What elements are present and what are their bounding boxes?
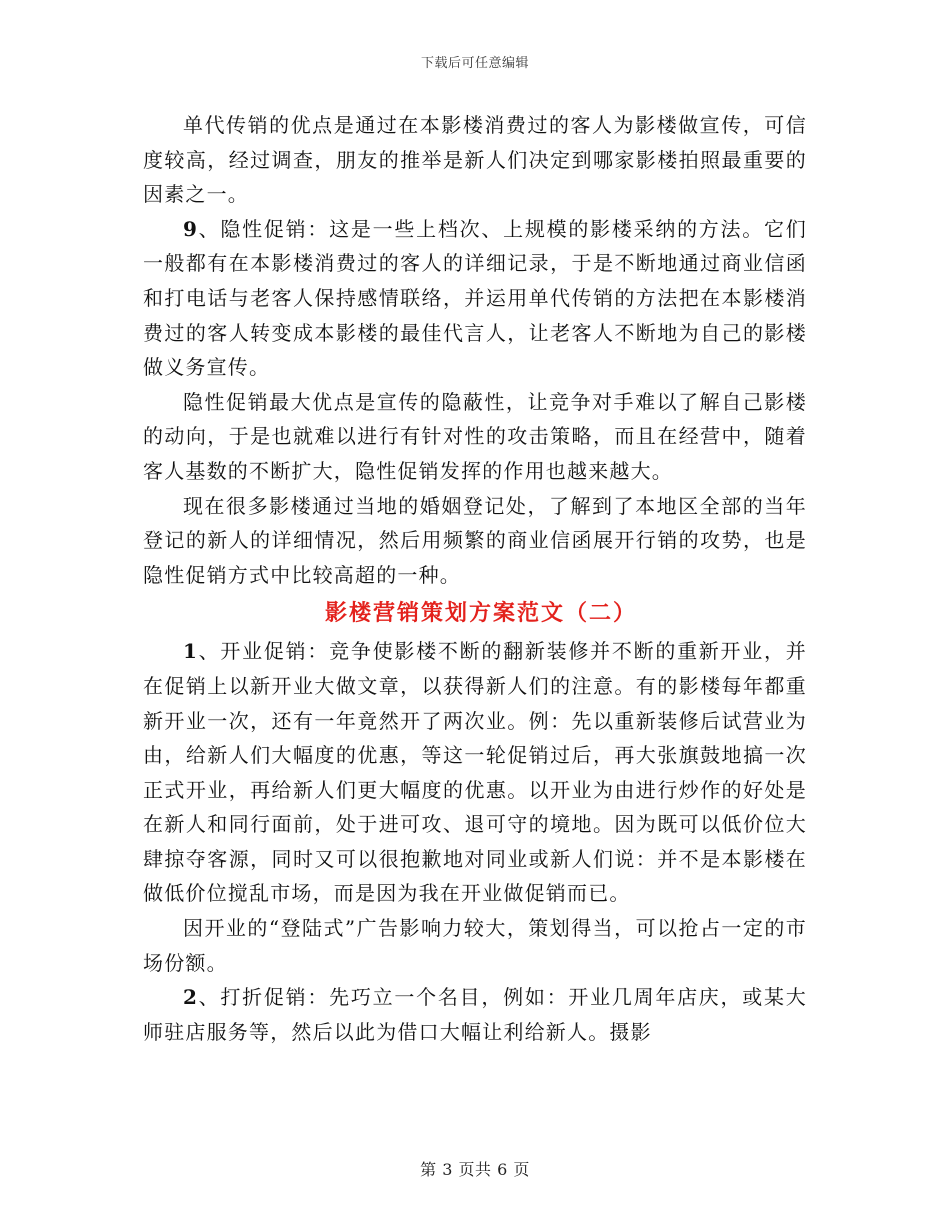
section-title: 影楼营销策划方案范文（二）: [324, 600, 637, 627]
paragraph-discount-promotion: [143, 980, 807, 1049]
paragraph-marriage-registry: 现在很多影楼通过当地的婚姻登记处，了解到了本地区全部的当年登记的新人的详细情况，然后用频繁的商业信函展开行销的攻势，也是隐性促销方式中比较高超的一种。: [143, 493, 807, 587]
paragraph-text: 、开业促销：竞争使影楼不断的翻新装修并不断的重新开业，并在促销上以新开业大做文章，以获得新人们的注意。有的影楼每年都重新开业一次，还有一年竟然开了两次业。例：先以重新装修后试营业为由，给新人们大幅度的优惠，等这一轮促销过后，再大张旗鼓地搞一次正式开业，再给新人们更大幅度的优惠。以开业为由进行炒作的好处是在新人和同行面前，处于进可攻、退可守的境地。因为既可以低价位大肆掠夺客源，同时又可以很抱歉地对同业或新人们说：并不是本影楼在做低价位搅乱市场，而是因为我在开业做促销而已。: [143, 639, 807, 906]
paragraph-opening-promotion: [143, 634, 807, 911]
paragraph-opening-advertising: 因开业的“登陆式”广告影响力较大，策划得当，可以抢占一定的市场份额。: [143, 916, 807, 975]
paragraph-text: 、隐性促销：这是一些上档次、上规模的影楼采纳的方法。它们一般都有在本影楼消费过的客人的详细记录，于是不断地通过商业信函和打电话与老客人保持感情联络，并运用单代传销的方法把在本影楼消费过的客人转变成本影楼的最佳代言人，让老客人不断地为自己的影楼做义务宣传。: [143, 216, 807, 380]
paragraph-single-referral: 单代传销的优点是通过在本影楼消费过的客人为影楼做宣传，可信度较高，经过调查，朋友的推举是新人们决定到哪家影楼拍照最重要的因素之一。: [143, 113, 807, 207]
item-number: 2: [183, 985, 199, 1010]
item-number: 1: [183, 639, 199, 664]
document-body: [143, 108, 807, 1049]
item-number: 9: [183, 216, 199, 241]
paragraph-text: 、打折促销：先巧立一个名目，例如：开业几周年店庆，或某大师驻店服务等，然后以此为借口大幅让利给新人。摄影: [143, 985, 807, 1044]
header-note: 下载后可任意编辑: [420, 56, 529, 71]
paragraph-hidden-promotion: [143, 212, 807, 385]
paragraph-hidden-promotion-advantage: 隐性促销最大优点是宣传的隐蔽性，让竞争对手难以了解自己影楼的动向，于是也就难以进行有针对性的攻击策略，而且在经营中，随着客人基数的不断扩大，隐性促销发挥的作用也越来越大。: [143, 389, 807, 483]
page-number: 第 3 页共 6 页: [420, 1160, 530, 1179]
